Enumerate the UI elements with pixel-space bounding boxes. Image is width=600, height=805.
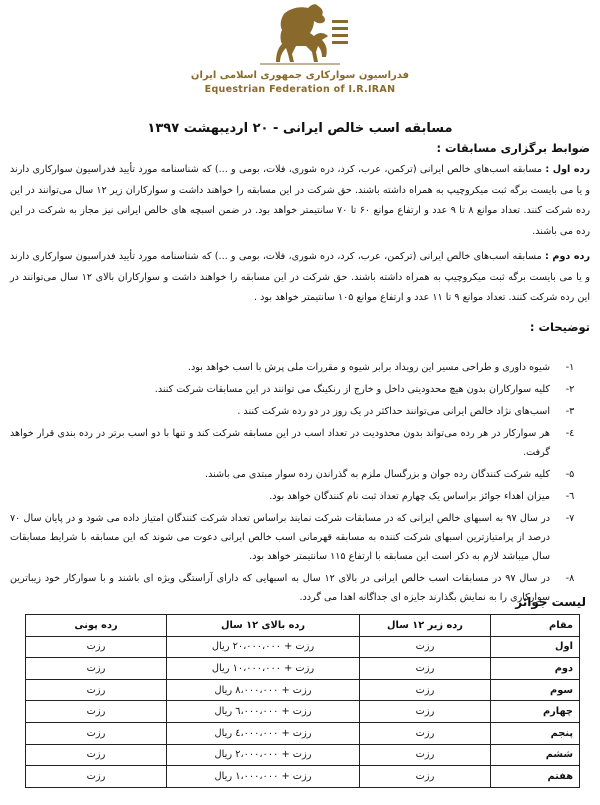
category-2-text: مسابقه اسب‌های خالص ایرانی (ترکمن، عرب، کرد، دره شوری، فلات، بومی و ...) که شناسنامه مورد تأیید فدراسیون سوارکاری دارند و یا می بایست برگه ثبت میکروچیپ به همراه داشته باشند. حق شرکت در این مسابقه را خواهند داشت و سوارکاران بالای ۱۲ سال می‌توانند در این رده شرکت کنند. تعداد موانع ۹ تا ۱۱ عدد و ارتفاع موانع ۱۰۵ سانتیمتر خواهد بود . <box>10 251 591 303</box>
note-number: ٤- <box>565 428 575 439</box>
prize-over-12-cell: رزت + ٤،۰۰۰،۰۰۰ ریال <box>167 722 360 744</box>
prize-under-12-cell: رزت <box>360 679 491 701</box>
notes-list <box>10 358 590 610</box>
prize-rank-cell: هفتم <box>491 766 580 788</box>
note-number: ٦- <box>565 491 575 502</box>
prize-pony-cell: رزت <box>26 766 167 788</box>
prize-pony-cell: رزت <box>26 701 167 723</box>
note-text: در سال ۹۷ در مسابقات اسب خالص ایرانی در بالای ۱۲ سال به اسبهایی که دارای آراستگی ویژه ای باشند و با سوارکار خود زیباترین سوارکاری را به نمایش بگذارند جایزه ای جداگانه اهدا می گردد. <box>10 573 551 603</box>
prize-row <box>26 722 580 744</box>
header <box>0 0 600 120</box>
prize-under-12-cell: رزت <box>360 722 491 744</box>
note-item <box>10 569 590 607</box>
note-text: کلیه شرکت کنندگان رده جوان و بزرگسال ملزم به گذراندن رده سوار مبتدی می باشند. <box>205 469 550 480</box>
prizes-title: لیست جوائز <box>515 595 586 609</box>
prize-pony-cell: رزت <box>26 658 167 680</box>
prize-rank-cell: چهارم <box>491 701 580 723</box>
rules-heading: ضوابط برگزاری مسابقات : <box>436 141 590 155</box>
prize-rank-cell: سوم <box>491 679 580 701</box>
federation-horse-logo <box>240 2 360 72</box>
prize-over-12-cell: رزت + ۱۰،۰۰۰،۰۰۰ ریال <box>167 658 360 680</box>
prize-row <box>26 679 580 701</box>
note-number: ۳- <box>565 406 575 417</box>
prize-over-12-cell: رزت + ۲،۰۰۰،۰۰۰ ریال <box>167 744 360 766</box>
prize-pony-cell: رزت <box>26 679 167 701</box>
prize-pony-cell: رزت <box>26 722 167 744</box>
category-1-paragraph <box>10 160 590 242</box>
note-item <box>10 424 590 462</box>
prize-under-12-cell: رزت <box>360 766 491 788</box>
note-text: هر سوارکار در هر رده می‌تواند بدون محدودیت در تعداد اسب در این مسابقه شرکت کند و تنها با دو اسب برتر در رده بندی قرار خواهد گرفت. <box>10 428 550 458</box>
prize-row <box>26 744 580 766</box>
prizes-table <box>25 614 580 788</box>
prize-row <box>26 766 580 788</box>
prize-row <box>26 658 580 680</box>
note-number: ۸- <box>565 573 575 584</box>
prize-over-12-cell: رزت + ۲۰،۰۰۰،۰۰۰ ریال <box>167 636 360 658</box>
category-2-label: رده دوم : <box>545 251 590 262</box>
header-under-12: رده زیر ۱۲ سال <box>360 615 491 637</box>
prize-pony-cell: رزت <box>26 636 167 658</box>
prize-under-12-cell: رزت <box>360 744 491 766</box>
prize-rank-cell: پنجم <box>491 722 580 744</box>
category-1-text: مسابقه اسب‌های خالص ایرانی (ترکمن، عرب، کرد، دره شوری، فلات، بومی و ...) که شناسنامه مورد تأیید فدراسیون سوارکاری دارند و یا می بایست برگه ثبت میکروچیپ به همراه داشته باشند. حق شرکت در این مسابقه را خواهند داشت و سوارکاران زیر ۱۲ سال می‌توانند در این رده شرکت کنند. تعداد موانع ۸ تا ۹ عدد و ارتفاع موانع ۶۰ تا ۷۰ سانتیمتر خواهد بود. در ضمن اسبچه های خالص ایرانی نیز مجاز به شرکت در این رده می باشند. <box>10 164 590 237</box>
category-2-paragraph <box>10 247 590 309</box>
note-text: اسب‌های نژاد خالص ایرانی می‌توانند حداکثر در یک روز در دو رده شرکت کنند . <box>237 406 550 417</box>
note-number: ۱- <box>565 362 575 373</box>
prize-under-12-cell: رزت <box>360 701 491 723</box>
note-text: کلیه سوارکاران بدون هیچ محدودیتی داخل و خارج از رنکینگ می توانند در این مسابقات شرکت کنند. <box>154 384 550 395</box>
header-over-12: رده بالای ۱۲ سال <box>167 615 360 637</box>
header-rank: مقام <box>491 615 580 637</box>
note-item <box>10 358 590 377</box>
note-text: شیوه داوری و طراحی مسیر این رویداد برابر شیوه و مقررات ملی پرش با اسب خواهد بود. <box>187 362 550 373</box>
prize-over-12-cell: رزت + ٦،۰۰۰،۰۰۰ ریال <box>167 701 360 723</box>
category-1-label: رده اول : <box>545 164 590 175</box>
header-pony: رده پونی <box>26 615 167 637</box>
note-number: ۷- <box>565 513 575 524</box>
prize-over-12-cell: رزت + ۱،۰۰۰،۰۰۰ ریال <box>167 766 360 788</box>
note-item <box>10 402 590 421</box>
note-text: میزان اهداء جوائز براساس یک چهارم تعداد ثبت نام کنندگان خواهد بود. <box>269 491 550 502</box>
page-title: مسابقه اسب خالص ایرانی - ۲۰ اردیبهشت ۱۳۹۷ <box>147 121 453 136</box>
note-item <box>10 380 590 399</box>
notes-heading: توضیحات : <box>529 320 590 334</box>
prize-pony-cell: رزت <box>26 744 167 766</box>
federation-name-fa: فدراسیون سوارکاری جمهوری اسلامی ایران <box>190 70 410 81</box>
prize-over-12-cell: رزت + ۸،۰۰۰،۰۰۰ ریال <box>167 679 360 701</box>
note-number: ۵- <box>565 469 575 480</box>
federation-name-en: Equestrian Federation of I.R.IRAN <box>204 84 396 95</box>
prize-rank-cell: اول <box>491 636 580 658</box>
prize-under-12-cell: رزت <box>360 636 491 658</box>
note-number: ۲- <box>565 384 575 395</box>
note-item <box>10 509 590 566</box>
note-item <box>10 487 590 506</box>
prize-rank-cell: ششم <box>491 744 580 766</box>
prize-rank-cell: دوم <box>491 658 580 680</box>
prize-row <box>26 701 580 723</box>
note-text: در سال ۹۷ به اسبهای خالص ایرانی که در مسابقات شرکت نمایند براساس تعداد شرکت کنندگان امتیاز داده می شود و در پایان سال ۷۰ درصد از پرامتیازترین اسبهای شرکت کننده به مسابقه قهرمانی اسب خالص ایرانی دعوت می شوند که این مسابقه با شرایط مسابقات سال میباشد لازم به ذکر است این مسابقه با ارتفاع ۱۱۵ سانتیمتر خواهد بود. <box>10 513 550 562</box>
prize-under-12-cell: رزت <box>360 658 491 680</box>
note-item <box>10 465 590 484</box>
prize-row <box>26 636 580 658</box>
prizes-header-row <box>26 615 580 637</box>
